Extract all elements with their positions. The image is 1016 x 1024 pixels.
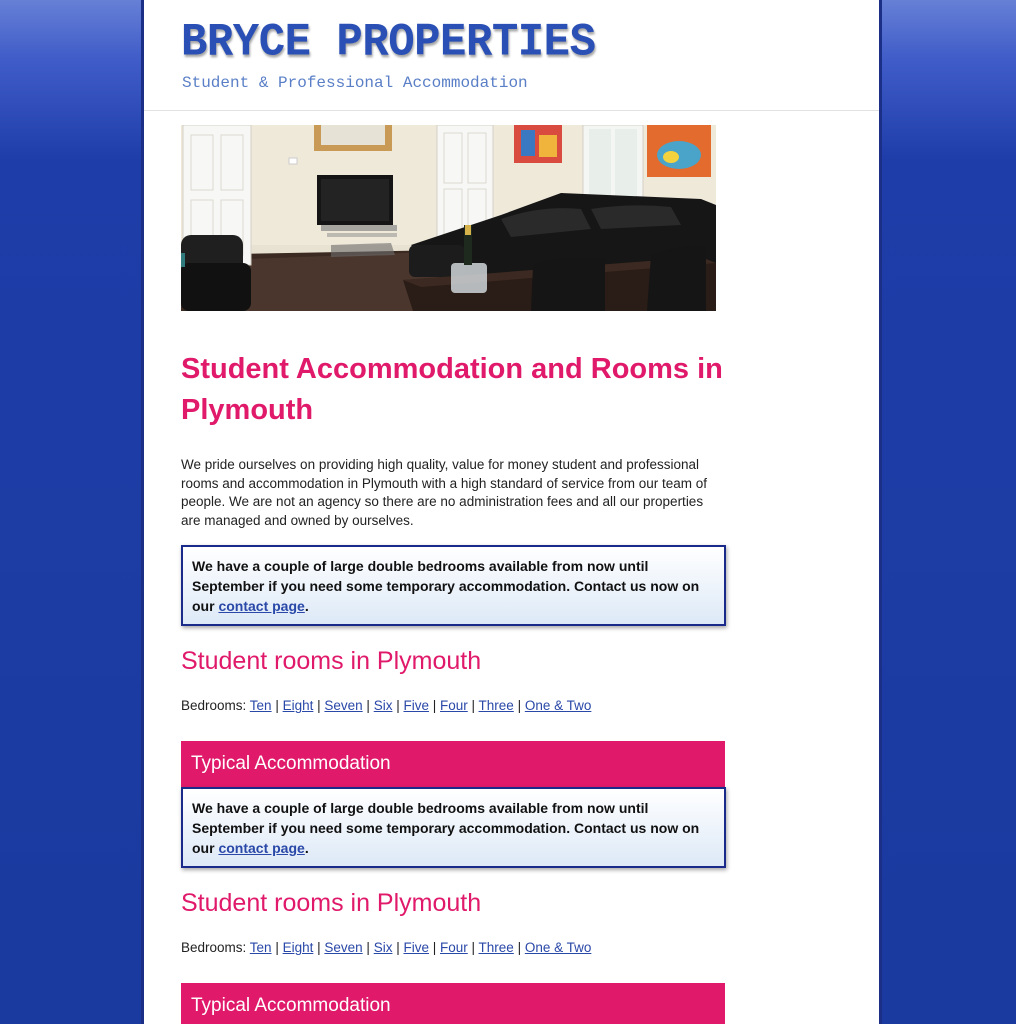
notice-text: We have a couple of large double bedrooms available from now until September if you need some temporary accommodation. Contact us now on our: [192, 800, 700, 856]
bedroom-link-ten[interactable]: Ten: [249, 940, 272, 955]
bedroom-link-six[interactable]: Six: [373, 698, 393, 713]
availability-notice-repeat: [181, 787, 726, 868]
site-header: [144, 0, 879, 111]
contact-page-link[interactable]: contact page: [218, 598, 305, 614]
bedroom-link-six[interactable]: Six: [373, 940, 393, 955]
page-title: Student Accommodation and Rooms in Plymouth: [181, 353, 723, 426]
bedroom-links-repeat: Bedrooms: Ten | Eight | Seven | Six | Five | Four | Three | One & Two: [181, 940, 592, 955]
bedroom-link-one-two[interactable]: One & Two: [524, 940, 592, 955]
main-content: [181, 125, 727, 1024]
typical-accommodation-heading: Typical Accommodation: [181, 741, 725, 787]
bedrooms-label: Bedrooms:: [181, 698, 250, 713]
intro-paragraph: We pride ourselves on providing high quality, value for money student and professional rooms and accommodation in Plymouth with a high standard of service from our team of people. We are not an agency so there are no administration fees and all our properties are managed and owned by ourselves.: [181, 457, 707, 528]
section-heading-repeat: Student rooms in Plymouth: [181, 889, 482, 917]
site-logo-title[interactable]: BRYCE PROPERTIES: [181, 16, 596, 70]
availability-notice: [181, 545, 726, 626]
section-heading: Student rooms in Plymouth: [181, 647, 482, 675]
bedroom-link-four[interactable]: Four: [440, 698, 468, 713]
bedroom-link-seven[interactable]: Seven: [324, 698, 363, 713]
bedroom-link-four[interactable]: Four: [440, 940, 468, 955]
bedroom-link-eight[interactable]: Eight: [282, 940, 314, 955]
bedroom-link-five[interactable]: Five: [403, 940, 429, 955]
bedroom-link-three[interactable]: Three: [478, 940, 514, 955]
typical-accommodation-heading-repeat: Typical Accommodation: [181, 983, 725, 1024]
notice-text-end: .: [304, 598, 309, 614]
bedroom-link-three[interactable]: Three: [478, 698, 514, 713]
bedroom-link-eight[interactable]: Eight: [282, 698, 314, 713]
bedrooms-label: Bedrooms:: [181, 940, 250, 955]
bedroom-link-ten[interactable]: Ten: [249, 698, 272, 713]
page-container: [141, 0, 882, 1024]
notice-text-end: .: [304, 840, 309, 856]
bedroom-link-seven[interactable]: Seven: [324, 940, 363, 955]
bedroom-links: Bedrooms: Ten | Eight | Seven | Six | Five | Four | Three | One & Two: [181, 698, 592, 713]
contact-page-link[interactable]: contact page: [218, 840, 305, 856]
bedroom-link-five[interactable]: Five: [403, 698, 429, 713]
notice-text: We have a couple of large double bedrooms available from now until September if you need some temporary accommodation. Contact us now on our: [192, 558, 700, 614]
bedroom-link-one-two[interactable]: One & Two: [524, 698, 592, 713]
hero-image: [181, 125, 716, 311]
site-logo-subtitle: Student & Professional Accommodation: [182, 74, 528, 92]
